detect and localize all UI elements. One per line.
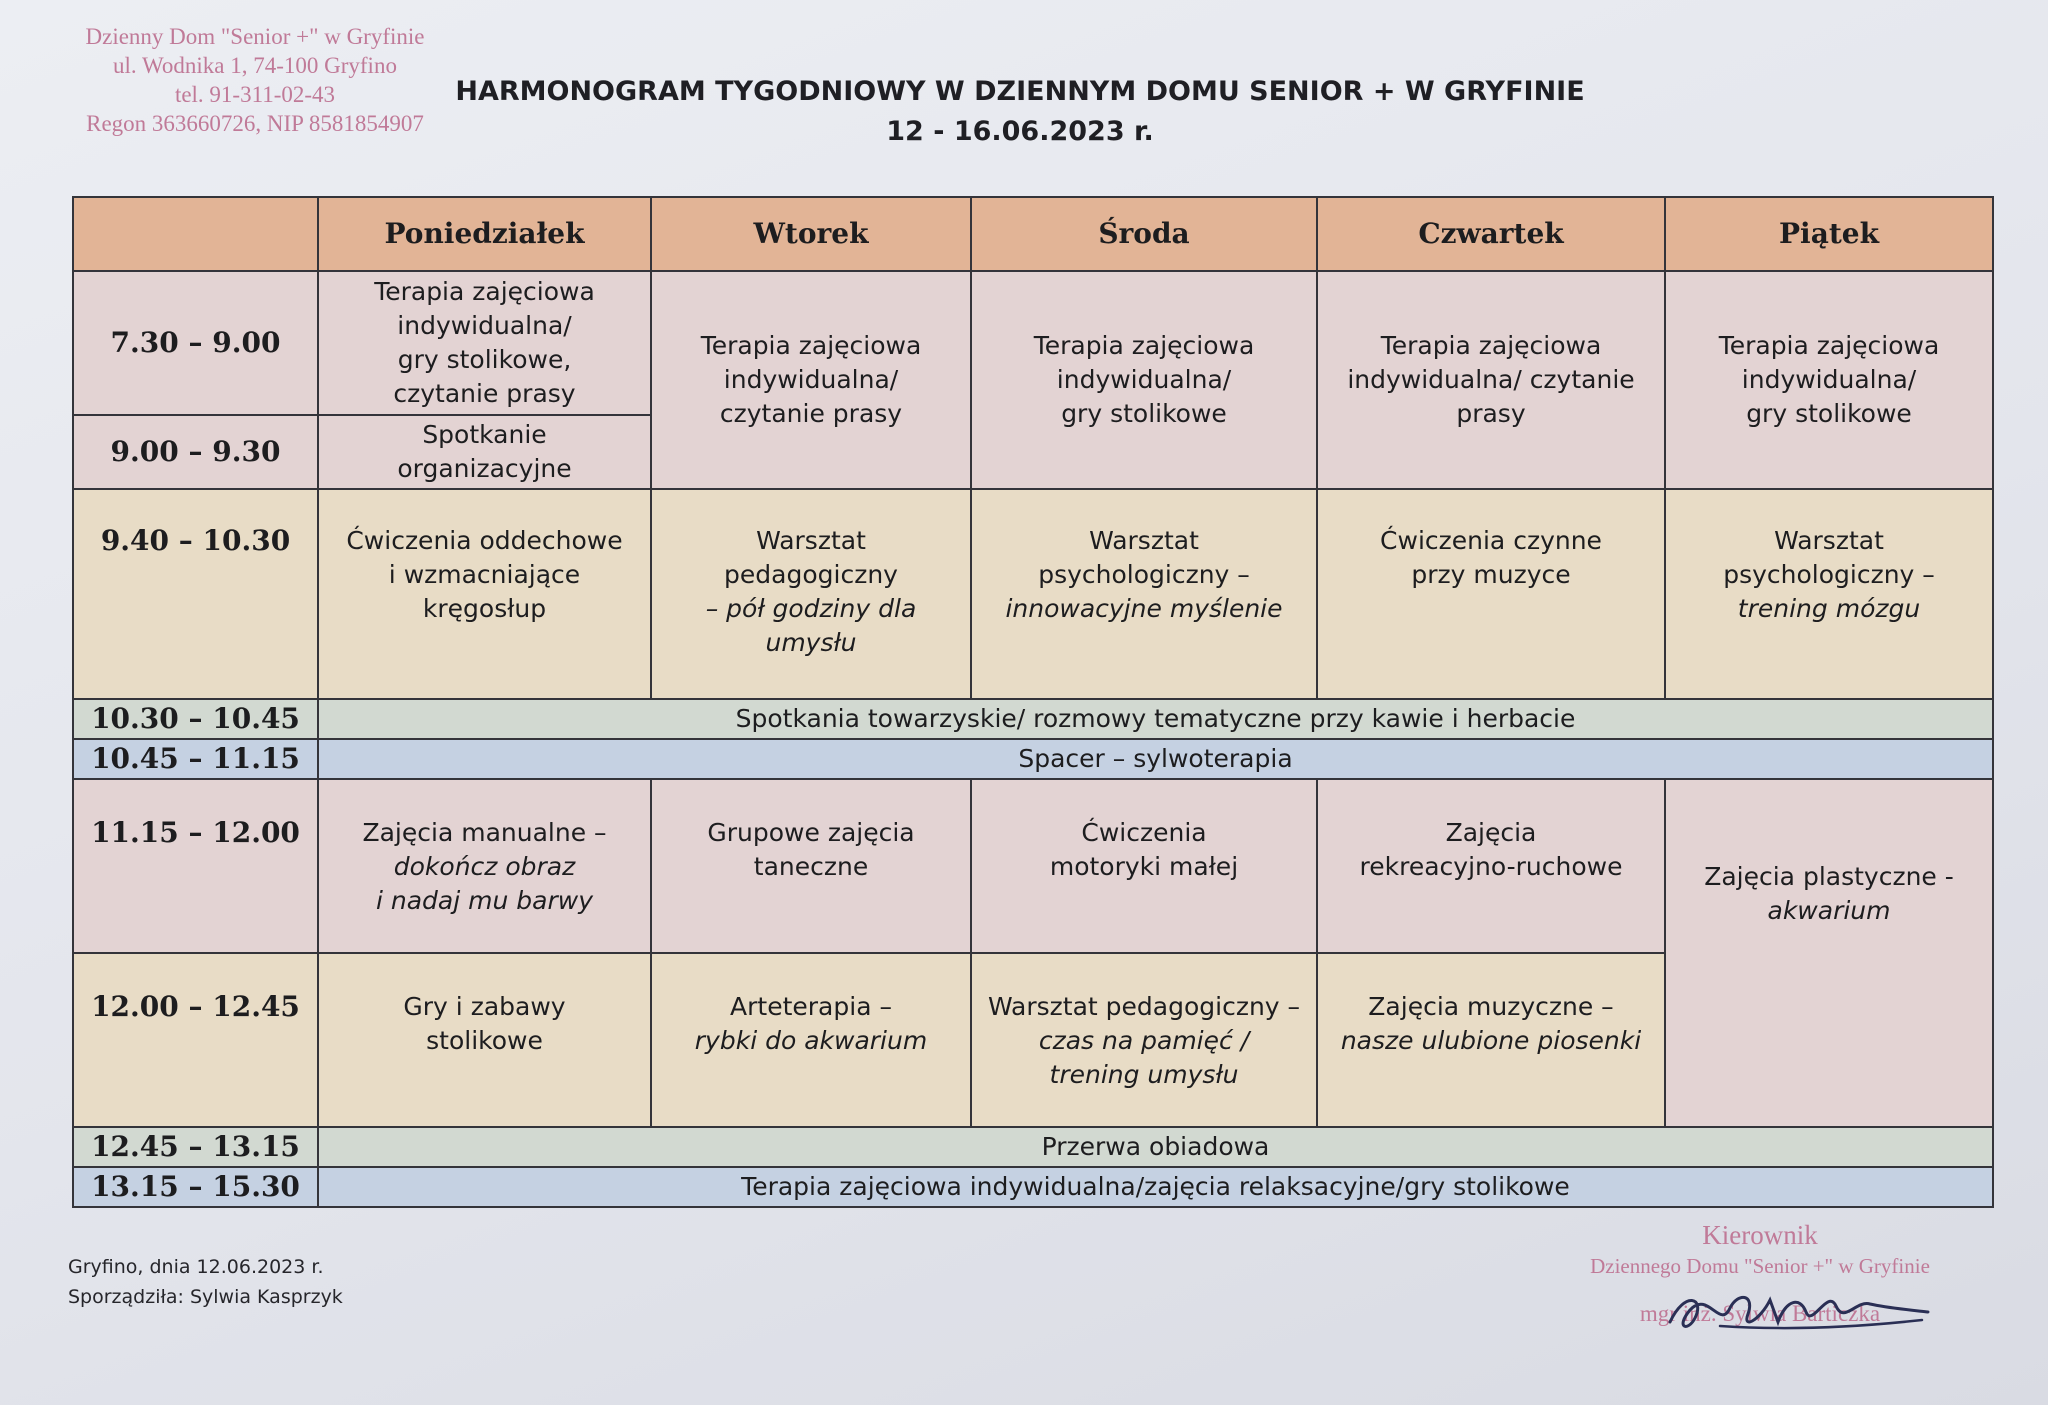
cell-line: organizacyjne xyxy=(397,454,572,483)
activity-cell-wednesday xyxy=(971,953,1317,1127)
day-header-thursday: Czwartek xyxy=(1317,197,1665,271)
activity-cell-tuesday xyxy=(651,489,971,699)
stamp-line-address: ul. Wodnika 1, 74-100 Gryfino xyxy=(113,53,397,78)
cell-line: przy muzyce xyxy=(1411,560,1571,589)
stamp-line-phone: tel. 91-311-02-43 xyxy=(174,82,336,107)
cell-line: Terapia zajęciowa xyxy=(1718,331,1940,360)
cell-line: Warsztat xyxy=(1774,526,1884,555)
stamp-name: mgr inż. Sylwia Barticzka xyxy=(1639,1301,1881,1326)
day-header-monday: Poniedziałek xyxy=(318,197,651,271)
cell-line: Ćwiczenia oddechowe xyxy=(346,526,623,555)
cell-line: motoryki małej xyxy=(1049,852,1239,881)
table-row xyxy=(73,489,1993,699)
cell-line: Grupowe zajęcia xyxy=(707,818,915,847)
time-cell: 10.30 – 10.45 xyxy=(73,699,318,739)
cell-line: gry stolikowe, xyxy=(397,345,572,374)
activity-cell-thursday xyxy=(1317,489,1665,699)
stamp-institution: Dziennego Domu "Senior +" w Gryfinie xyxy=(1590,1254,1930,1278)
cell-line: dokończ obraz xyxy=(393,852,576,881)
activity-cell-tuesday xyxy=(651,779,971,953)
cell-line: prasy xyxy=(1456,399,1526,428)
day-header-tuesday: Wtorek xyxy=(651,197,971,271)
activity-cell-wednesday xyxy=(971,271,1317,489)
time-cell: 12.00 – 12.45 xyxy=(73,953,318,1127)
activity-cell-wednesday xyxy=(971,489,1317,699)
cell-line: indywidualna/ czytanie xyxy=(1347,365,1635,394)
cell-line: innowacyjne myślenie xyxy=(1005,594,1283,623)
activity-cell-wednesday xyxy=(971,779,1317,953)
cell-line: trening umysłu xyxy=(1049,1060,1239,1089)
footer-author: Sporządziła: Sylwia Kasprzyk xyxy=(68,1286,343,1308)
date-range: 12 - 16.06.2023 r. xyxy=(886,116,1154,147)
time-cell: 10.45 – 11.15 xyxy=(73,739,318,779)
activity-cell-monday xyxy=(318,415,651,489)
cell-line: Terapia zajęciowa xyxy=(1033,331,1255,360)
cell-line: indywidualna/ xyxy=(723,365,899,394)
table-row xyxy=(73,739,1993,779)
time-cell: 12.45 – 13.15 xyxy=(73,1127,318,1167)
address-stamp xyxy=(70,22,440,138)
time-cell: 7.30 – 9.00 xyxy=(73,271,318,415)
activity-cell-thursday xyxy=(1317,271,1665,489)
cell-line: Zajęcia xyxy=(1445,818,1537,847)
cell-line: i wzmacniające xyxy=(388,560,581,589)
time-cell: 13.15 – 15.30 xyxy=(73,1167,318,1207)
cell-line: Warsztat xyxy=(756,526,866,555)
shared-activity-cell: Terapia zajęciowa indywidualna/zajęcia relaksacyjne/gry stolikowe xyxy=(318,1167,1993,1207)
table-row xyxy=(73,779,1993,953)
shared-activity-cell: Przerwa obiadowa xyxy=(318,1127,1993,1167)
handwritten-signature xyxy=(1660,1270,1940,1350)
cell-line: Spotkanie xyxy=(422,420,547,449)
activity-cell-monday xyxy=(318,489,651,699)
cell-line: – pół godziny dla xyxy=(705,594,917,623)
cell-line: Terapia zajęciowa xyxy=(700,331,922,360)
cell-line: rybki do akwarium xyxy=(694,1026,928,1055)
activity-cell-monday xyxy=(318,271,651,415)
day-header-friday: Piątek xyxy=(1665,197,1993,271)
cell-line: Ćwiczenia czynne xyxy=(1380,526,1602,555)
cell-line: pedagogiczny xyxy=(724,560,898,589)
header-row xyxy=(73,197,1993,271)
cell-line: Zajęcia muzyczne – xyxy=(1368,992,1614,1021)
activity-cell-friday xyxy=(1665,489,1993,699)
cell-line: i nadaj mu barwy xyxy=(376,886,593,915)
activity-cell-friday xyxy=(1665,271,1993,489)
activity-cell-monday xyxy=(318,779,651,953)
stamp-line-regon: Regon 363660726, NIP 8581854907 xyxy=(86,111,424,136)
stamp-role: Kierownik xyxy=(1702,1220,1818,1250)
cell-line: kręgosłup xyxy=(422,594,547,623)
cell-line: psychologiczny – xyxy=(1038,560,1250,589)
cell-line: umysłu xyxy=(765,628,857,657)
activity-cell-thursday xyxy=(1317,779,1665,953)
cell-line: taneczne xyxy=(753,852,869,881)
stamp-line-name: Dzienny Dom "Senior +" w Gryfinie xyxy=(85,24,425,49)
table-row xyxy=(73,699,1993,739)
footer-info xyxy=(68,1252,343,1312)
cell-line: czas na pamięć / xyxy=(1038,1026,1250,1055)
cell-line: akwarium xyxy=(1767,896,1891,925)
shared-activity-cell: Spacer – sylwoterapia xyxy=(318,739,1993,779)
table-row xyxy=(73,1127,1993,1167)
cell-line: psychologiczny – xyxy=(1723,560,1935,589)
document-title xyxy=(420,72,1620,152)
cell-line: czytanie prasy xyxy=(719,399,903,428)
time-cell: 9.40 – 10.30 xyxy=(73,489,318,699)
cell-line: Ćwiczenia xyxy=(1081,818,1207,847)
activity-cell-tuesday xyxy=(651,271,971,489)
cell-line: rekreacyjno-ruchowe xyxy=(1359,852,1623,881)
table-row xyxy=(73,1167,1993,1207)
weekly-schedule-table xyxy=(72,196,1994,1208)
cell-line: gry stolikowe xyxy=(1061,399,1227,428)
cell-line: Terapia zajęciowa xyxy=(374,277,595,306)
activity-cell-tuesday xyxy=(651,953,971,1127)
cell-line: czytanie prasy xyxy=(393,379,576,408)
cell-line: Zajęcia manualne – xyxy=(362,818,607,847)
cell-line: indywidualna/ xyxy=(1056,365,1232,394)
cell-line: Terapia zajęciowa xyxy=(1380,331,1602,360)
table-row xyxy=(73,271,1993,415)
corner-cell xyxy=(73,197,318,271)
day-header-wednesday: Środa xyxy=(971,197,1317,271)
time-cell: 9.00 – 9.30 xyxy=(73,415,318,489)
cell-line: trening mózgu xyxy=(1737,594,1921,623)
shared-activity-cell: Spotkania towarzyskie/ rozmowy tematyczne przy kawie i herbacie xyxy=(318,699,1993,739)
cell-line: indywidualna/ xyxy=(397,311,572,340)
cell-line: Warsztat xyxy=(1089,526,1199,555)
cell-line: Zajęcia plastyczne - xyxy=(1704,862,1954,891)
cell-line: Warsztat pedagogiczny – xyxy=(987,992,1301,1021)
cell-line: Arteterapia – xyxy=(730,992,892,1021)
title-line: HARMONOGRAM TYGODNIOWY W DZIENNYM DOMU SENIOR + W GRYFINIE xyxy=(455,76,1585,107)
footer-date: Gryfino, dnia 12.06.2023 r. xyxy=(68,1256,324,1278)
cell-line: nasze ulubione piosenki xyxy=(1340,1026,1642,1055)
cell-line: Gry i zabawy xyxy=(403,992,566,1021)
activity-cell-thursday xyxy=(1317,953,1665,1127)
time-cell: 11.15 – 12.00 xyxy=(73,779,318,953)
activity-cell-friday xyxy=(1665,779,1993,1127)
cell-line: gry stolikowe xyxy=(1746,399,1912,428)
cell-line: stolikowe xyxy=(426,1026,543,1055)
cell-line: indywidualna/ xyxy=(1741,365,1917,394)
activity-cell-monday xyxy=(318,953,651,1127)
